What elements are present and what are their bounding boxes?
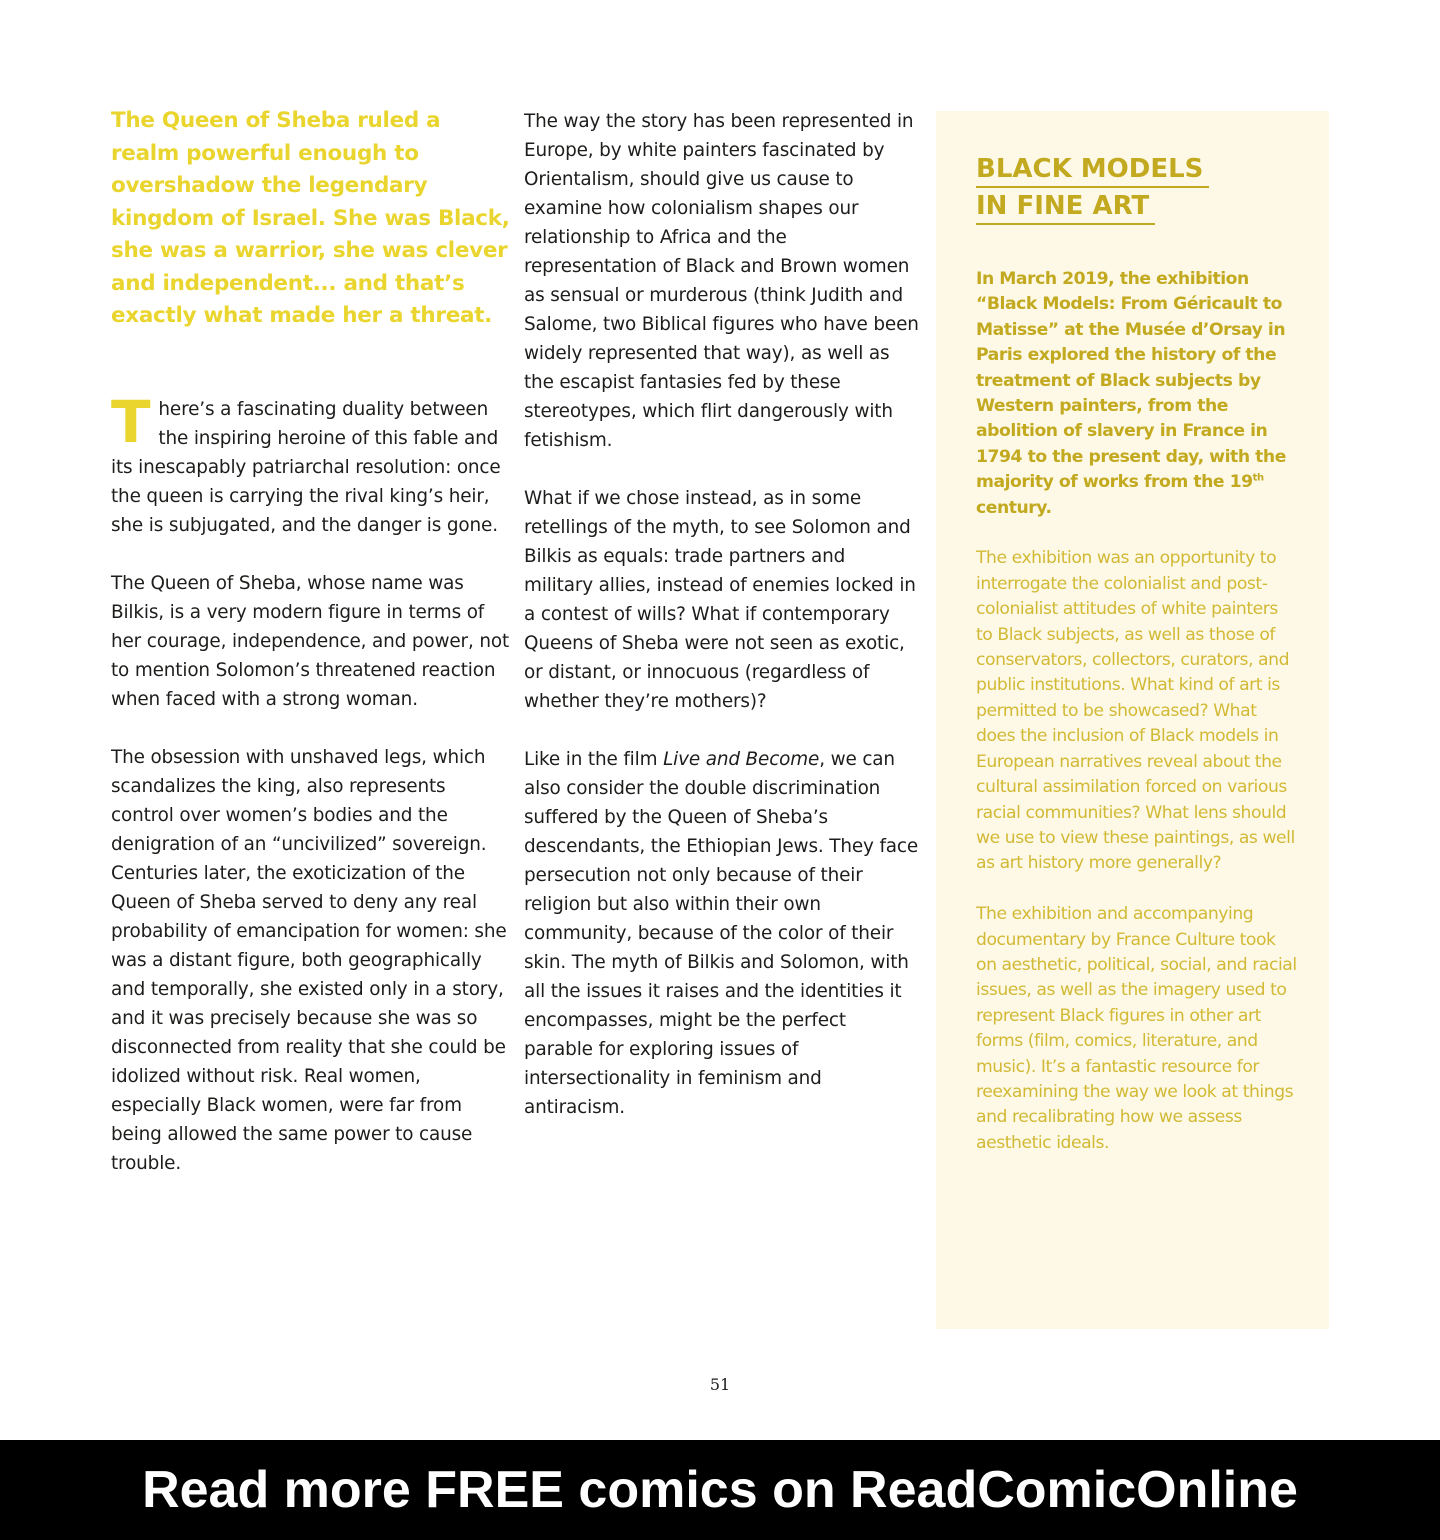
left-column [111,105,511,1178]
paragraph-text: here’s a fascinating duality between the inspiring heroine of this fable and its inescapably patriarchal resolution: once the queen is carrying the rival king’s heir, she is subjugated, and the danger is gone. [111,398,501,536]
drop-cap: T [111,387,151,456]
sidebar-title-line: IN FINE ART [976,189,1155,225]
pull-quote: The Queen of Sheba ruled a realm powerful enough to overshadow the legendary kingdom of Israel. She was Black, she was a warrior, she was clever and independent... and that’s exactly what made her a threat. [111,108,510,328]
read-more-banner-link[interactable]: Read more FREE comics on ReadComicOnline [0,1440,1440,1540]
film-title: Live and Become [663,749,820,770]
paragraph [524,745,919,1122]
paragraph: The Queen of Sheba, whose name was Bilkis, is a very modern figure in terms of her courage, independence, and power, not to mention Solomon’s threatened reaction when faced with a strong woman. [111,572,510,710]
left-column-body [111,387,511,1178]
sidebar-paragraph: The exhibition was an opportunity to interrogate the colonialist and post-colonialist attitudes of white painters to Black subjects, as well as those of conservators, collectors, curators, and public institutions. What kind of art is permitted to be showcased? What does the inclusion of Black models in European narratives reveal about the cultural assimilation forced on various racial communities? What lens should we use to view these paintings, as well as art history more generally? [976,548,1295,874]
sidebar-box [936,111,1329,1329]
superscript: th [1252,472,1264,484]
sidebar-lead-text: In March 2019, the exhibition “Black Models: From Géricault to Matisse” at the Musée d’Orsay in Paris explored the history of the treatment of Black subjects by Western painters, from the abolition of slavery in France in 1794 to the present day, with the majority of works from the 19 [976,269,1286,493]
sidebar-paragraph: The exhibition and accompanying documentary by France Culture took on aesthetic, political, social, and racial issues, as well as the imagery used to represent Black figures in other art forms (film, comics, literature, and music). It’s a fantastic resource for reexamining the way we look at things and recalibrating how we assess aesthetic ideals. [976,904,1297,1153]
sidebar-title-line: BLACK MODELS [976,152,1209,188]
paragraph: The obsession with unshaved legs, which scandalizes the king, also represents control over women’s bodies and the denigration of an “uncivilized” sovereign. Centuries later, the exoticization of the Queen of Sheba served to deny any real probability of emancipation for women: she was a distant figure, both geographically and temporally, she existed only in a story, and it was precisely because she was so disconnected from reality that she could be idolized without risk. Real women, especially Black women, were far from being allowed the same power to cause trouble. [111,746,507,1174]
paragraph: What if we chose instead, as in some retellings of the myth, to see Solomon and Bilkis as equals: trade partners and military allies, instead of enemies locked in a contest of wills? What if contemporary Queens of Sheba were not seen as exotic, or distant, or innocuous (regardless of whether they’re mothers)? [524,488,916,712]
paragraph: The way the story has been represented in Europe, by white painters fascinated by Orientalism, should give us cause to examine how colonialism shapes our relationship to Africa and the representation of Black and Brown women as sensual or murderous (think Judith and Salome, two Biblical figures who have been widely represented that way), as well as the escapist fantasies fed by these stereotypes, which flirt dangerously with fetishism. [524,111,919,451]
middle-column-body [524,107,919,1122]
paragraph [111,387,511,540]
page-number: 51 [709,1375,731,1394]
paragraph-text: , we can also consider the double discrimination suffered by the Queen of Sheba’s descendants, the Ethiopian Jews. They face persecution not only because of their religion but also within their own community, because of the color of their skin. The myth of Bilkis and Solomon, with all the issues it raises and the identities it encompasses, might be the perfect parable for exploring issues of intersectionality in feminism and antiracism. [524,749,919,1118]
sidebar-lead-end: century. [976,497,1052,518]
sidebar-lead [976,267,1299,521]
paragraph-text: Like in the film [524,749,664,770]
sidebar-title [976,151,1299,225]
middle-column [524,105,919,1122]
